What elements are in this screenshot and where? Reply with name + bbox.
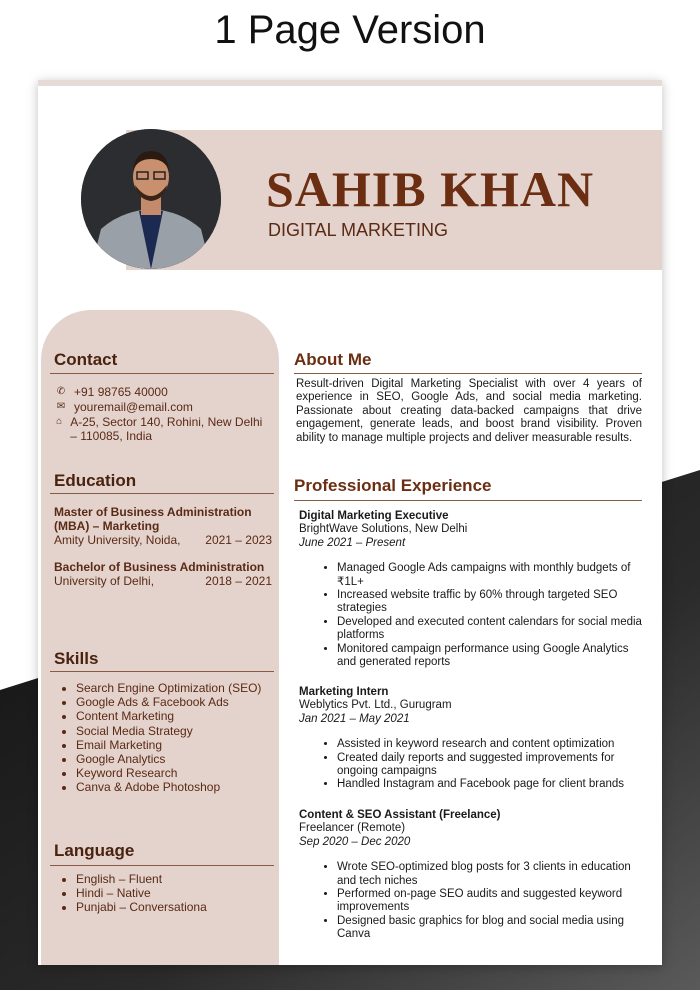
- list-item: • Search Engine Optimization (SEO): [76, 681, 261, 695]
- list-item: • Punjabi – Conversationa: [76, 900, 207, 914]
- list-item: • Content Marketing: [76, 709, 261, 723]
- school: Amity University, Noida,: [54, 533, 181, 547]
- list-item: • Canva & Adobe Photoshop: [76, 780, 261, 794]
- experience-divider: [294, 500, 642, 501]
- contact-phone: [54, 385, 168, 399]
- candidate-role: DIGITAL MARKETING: [268, 220, 449, 240]
- education-item: [54, 505, 272, 547]
- list-item: • Increased website traffic by 60% through targeted SEO strategies: [337, 589, 649, 616]
- years: 2021 – 2023: [205, 533, 272, 547]
- job-company: Weblytics Pvt. Ltd., Gurugram: [299, 699, 452, 712]
- education-title: Education: [54, 471, 137, 490]
- language-list: [54, 872, 207, 915]
- skills-list: [54, 681, 261, 795]
- list-item: • Assisted in keyword research and content optimization: [337, 738, 649, 751]
- education-divider: [50, 493, 274, 494]
- job-dates: June 2021 – Present: [299, 536, 406, 549]
- list-item: • English – Fluent: [76, 872, 207, 886]
- school: University of Delhi,: [54, 574, 155, 588]
- list-item: • Developed and executed content calendars for social media platforms: [337, 616, 649, 643]
- email-text: youremail@email.com: [74, 400, 193, 414]
- about-text: Result-driven Digital Marketing Specialist with over 4 years of experience in SEO, Google Ads, and social media marketing. Passionate about creating data-backed campaigns that drive engagement, generate leads, and boost brand visibility. Proven ability to manage multiple projects and deliver measurable results.: [296, 378, 642, 444]
- phone-text: +91 98765 40000: [74, 385, 168, 399]
- list-item: • Keyword Research: [76, 766, 261, 780]
- profile-photo: [81, 129, 221, 269]
- list-item: • Google Analytics: [76, 752, 261, 766]
- list-item: • Designed basic graphics for blog and social media using Canva: [337, 915, 649, 942]
- degree: Bachelor of Business Administration: [54, 560, 265, 574]
- about-divider: [294, 373, 642, 374]
- experience-title: Professional Experience: [294, 476, 492, 495]
- page-heading: 1 Page Version: [214, 8, 486, 52]
- address-text: A-25, Sector 140, Rohini, New Delhi – 110085, India: [70, 415, 263, 443]
- mail-icon: ✉: [56, 401, 66, 412]
- job-dates: Jan 2021 – May 2021: [299, 712, 410, 725]
- list-item: • Managed Google Ads campaigns with monthly budgets of ₹1L+: [337, 562, 649, 589]
- list-item: • Wrote SEO-optimized blog posts for 3 clients in education and tech niches: [337, 861, 649, 888]
- job-title: Marketing Intern: [299, 686, 389, 698]
- job-bullets: [299, 861, 649, 941]
- list-item: • Created daily reports and suggested improvements for ongoing campaigns: [337, 752, 649, 779]
- candidate-name: SAHIB KHAN: [266, 161, 595, 217]
- list-item: • Handled Instagram and Facebook page for client brands: [337, 778, 649, 791]
- education-item: [54, 560, 272, 588]
- phone-icon: ✆: [56, 386, 66, 397]
- contact-title: Contact: [54, 350, 118, 369]
- skills-divider: [50, 671, 274, 672]
- language-divider: [50, 865, 274, 866]
- job-entry: [299, 686, 649, 792]
- job-bullets: [299, 562, 649, 669]
- list-item: • Social Media Strategy: [76, 724, 261, 738]
- contact-address: [54, 415, 272, 443]
- about-title: About Me: [294, 350, 372, 369]
- list-item: • Email Marketing: [76, 738, 261, 752]
- job-company: BrightWave Solutions, New Delhi: [299, 523, 468, 536]
- job-entry: [299, 809, 649, 942]
- skills-title: Skills: [54, 649, 99, 668]
- job-entry: [299, 510, 649, 669]
- job-bullets: [299, 738, 649, 792]
- language-title: Language: [54, 841, 135, 860]
- list-item: • Hindi – Native: [76, 886, 207, 900]
- list-item: • Monitored campaign performance using Google Analytics and generated reports: [337, 643, 649, 670]
- job-company: Freelancer (Remote): [299, 822, 406, 835]
- resume-sheet: [38, 80, 662, 965]
- job-dates: Sep 2020 – Dec 2020: [299, 835, 411, 848]
- list-item: • Performed on-page SEO audits and suggested keyword improvements: [337, 888, 649, 915]
- list-item: • Google Ads & Facebook Ads: [76, 695, 261, 709]
- contact-divider: [50, 373, 274, 374]
- years: 2018 – 2021: [205, 574, 272, 588]
- home-icon: ⌂: [56, 416, 63, 427]
- person-icon: [81, 129, 221, 269]
- job-title: Content & SEO Assistant (Freelance): [299, 809, 501, 821]
- top-border: [38, 80, 662, 86]
- degree: Master of Business Administration (MBA) – Marketing: [54, 505, 252, 533]
- job-title: Digital Marketing Executive: [299, 510, 449, 522]
- contact-email: [54, 400, 193, 414]
